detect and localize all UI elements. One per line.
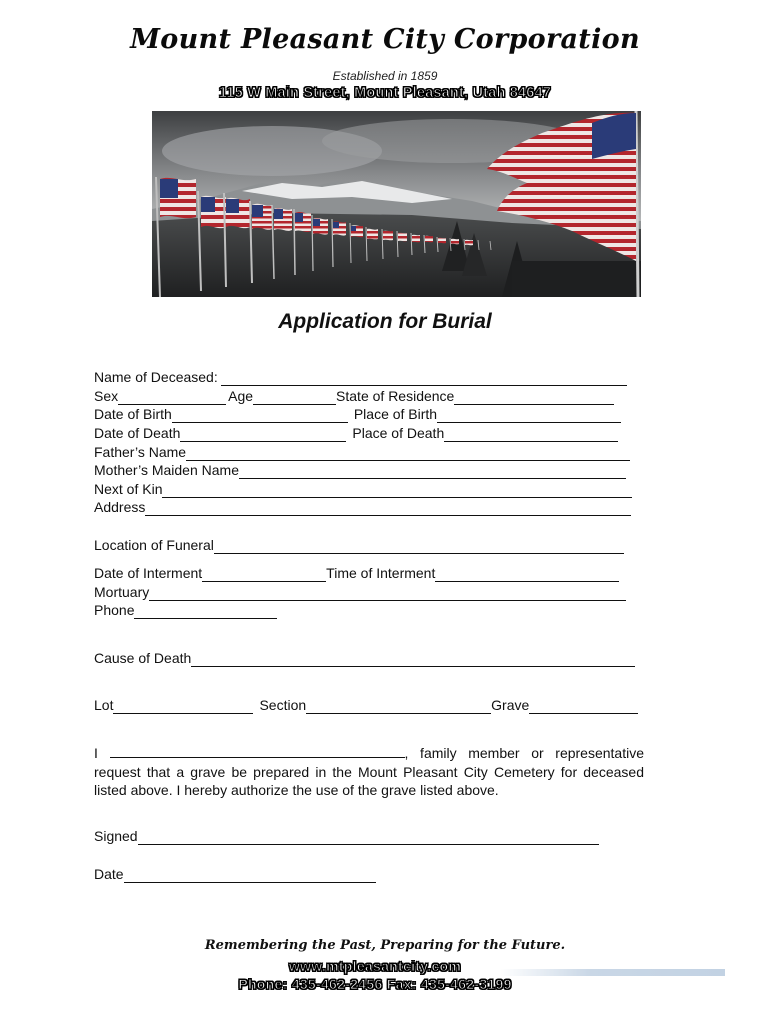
sex-field[interactable] xyxy=(118,391,226,405)
date-of-death-field[interactable] xyxy=(180,428,346,442)
time-of-interment-field[interactable] xyxy=(435,568,619,582)
time-of-interment-label: Time of Interment xyxy=(326,565,436,581)
authorization-paragraph xyxy=(94,744,644,800)
address-field[interactable] xyxy=(145,502,631,516)
footer-website: www.mtpleasantcity.com xyxy=(288,958,462,974)
phone-row xyxy=(94,602,277,619)
place-of-death-field[interactable] xyxy=(444,428,618,442)
date-of-birth-label: Date of Birth xyxy=(94,406,172,422)
fathers-name-field[interactable] xyxy=(186,447,630,461)
authorization-text: , family member or representative request that a grave be prepared in the Mount Pleasant City Cemetery for deceased listed above. I hereby authorize the use of the grave listed above. xyxy=(94,745,644,798)
address-label: Address xyxy=(94,499,146,515)
authorization-prefix: I xyxy=(94,745,98,761)
state-of-residence-field[interactable] xyxy=(454,391,614,405)
mortuary-field[interactable] xyxy=(149,587,626,601)
phone-field[interactable] xyxy=(134,605,277,619)
cause-of-death-row xyxy=(94,650,635,667)
place-of-birth-label: Place of Birth xyxy=(353,406,438,422)
death-row xyxy=(94,425,618,442)
sex-label: Sex xyxy=(94,388,119,404)
signature-field[interactable] xyxy=(138,831,599,845)
date-label: Date xyxy=(94,866,124,882)
date-of-birth-field[interactable] xyxy=(172,409,348,423)
next-of-kin-label: Next of Kin xyxy=(94,481,163,497)
mortuary-label: Mortuary xyxy=(94,584,150,600)
cause-of-death-label: Cause of Death xyxy=(94,650,192,666)
place-of-birth-field[interactable] xyxy=(437,409,621,423)
established-date: Established in 1859 xyxy=(332,69,438,83)
section-label: Section xyxy=(259,697,307,713)
signed-row xyxy=(94,828,599,845)
location-of-funeral-field[interactable] xyxy=(214,540,624,554)
date-field[interactable] xyxy=(124,869,376,883)
name-of-deceased-row xyxy=(94,369,627,386)
name-of-deceased-label: Name of Deceased: xyxy=(94,369,218,385)
birth-row xyxy=(94,406,621,423)
grave-label: Grave xyxy=(491,697,530,713)
organization-address: 115 W Main Street, Mount Pleasant, Utah 84647 xyxy=(218,85,552,101)
mothers-maiden-name-row xyxy=(94,462,626,479)
mothers-maiden-name-field[interactable] xyxy=(239,465,626,479)
section-field[interactable] xyxy=(306,700,491,714)
date-of-death-label: Date of Death xyxy=(94,425,181,441)
sex-age-state-row xyxy=(94,388,614,405)
date-of-interment-field[interactable] xyxy=(202,568,326,582)
mortuary-row xyxy=(94,584,626,601)
organization-name: Mount Pleasant City Corporation xyxy=(130,24,640,55)
next-of-kin-row xyxy=(94,481,632,498)
cause-of-death-field[interactable] xyxy=(191,653,635,667)
grave-field[interactable] xyxy=(529,700,638,714)
footer-phone-fax: Phone: 435-462-2456 Fax: 435-462-3199 xyxy=(238,976,512,992)
address-row xyxy=(94,499,631,516)
signed-label: Signed xyxy=(94,828,138,844)
next-of-kin-field[interactable] xyxy=(162,484,632,498)
phone-label: Phone xyxy=(94,602,135,618)
location-of-funeral-label: Location of Funeral xyxy=(94,537,214,553)
name-of-deceased-field[interactable] xyxy=(221,372,627,386)
date-row xyxy=(94,866,376,883)
fathers-name-row xyxy=(94,444,630,461)
age-label: Age xyxy=(228,388,254,404)
mothers-maiden-name-label: Mother’s Maiden Name xyxy=(94,462,239,478)
authorizer-name-field[interactable] xyxy=(110,744,405,758)
age-field[interactable] xyxy=(253,391,336,405)
fathers-name-label: Father’s Name xyxy=(94,444,187,460)
place-of-death-label: Place of Death xyxy=(352,425,445,441)
lot-label: Lot xyxy=(94,697,114,713)
lot-field[interactable] xyxy=(113,700,253,714)
location-of-funeral-row xyxy=(94,537,624,554)
date-of-interment-label: Date of Interment xyxy=(94,565,203,581)
state-of-residence-label: State of Residence xyxy=(336,388,455,404)
lot-section-grave-row xyxy=(94,697,638,714)
footer-motto: Remembering the Past, Preparing for the Future. xyxy=(204,938,566,953)
form-title: Application for Burial xyxy=(278,310,492,333)
interment-row xyxy=(94,565,619,582)
flags-photo xyxy=(152,111,641,297)
